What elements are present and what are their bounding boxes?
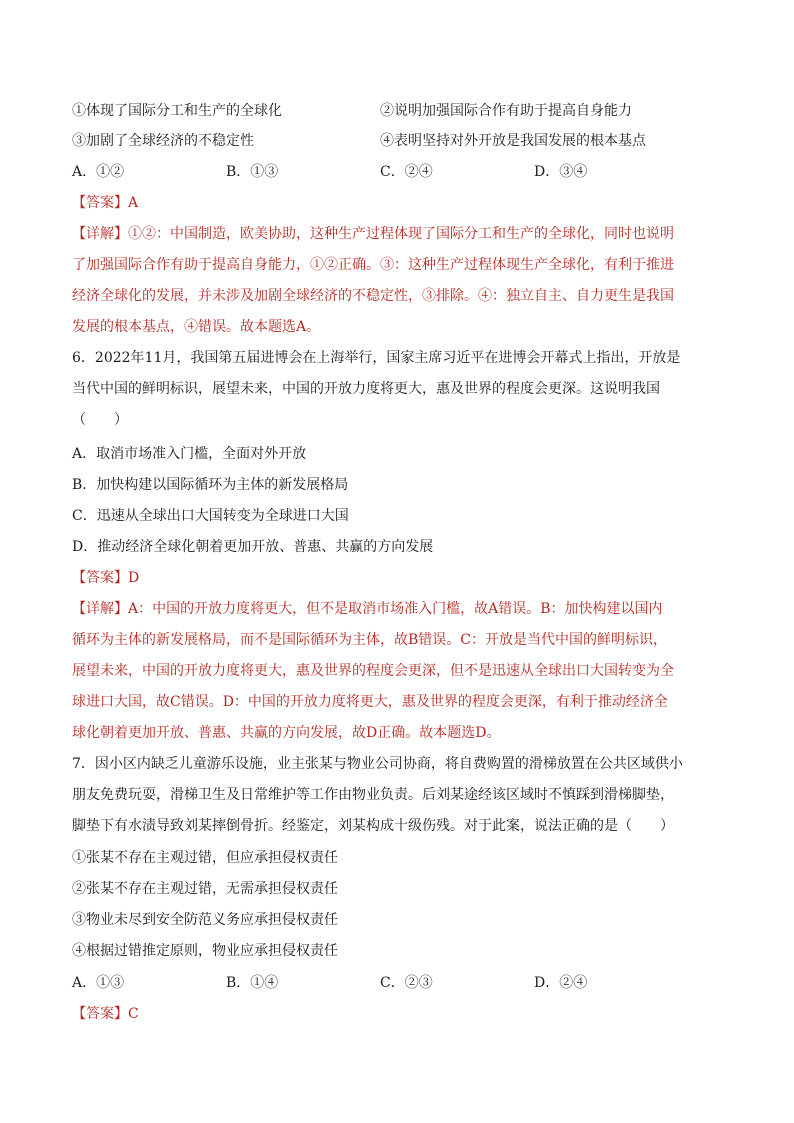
q5-detail-line-1 — [72, 226, 722, 243]
answer-tag: 【答案】 — [72, 570, 128, 586]
q6-detail-line-5: 球化朝着更加开放、普惠、共赢的方向发展，故D正确。故本题选D。 — [72, 725, 501, 741]
q6-detail-line-1 — [72, 601, 722, 618]
q6-option-c: C．迅速从全球出口大国转变为全球进口大国 — [72, 508, 349, 524]
q6-option-b: B．加快构建以国际循环为主体的新发展格局 — [72, 477, 349, 493]
q7-statement-1: ①张某不存在主观过错，但应承担侵权责任 — [72, 850, 338, 866]
q7-stem-line-2: 朋友免费玩耍，滑梯卫生及日常维护等工作由物业负责。后刘某途经该区域时不慎踩到滑梯脚垫， — [72, 787, 674, 803]
q5-option-1: ①体现了国际分工和生产的全球化 — [72, 103, 282, 119]
q5-choice-a: A．①② — [72, 164, 125, 180]
q5-detail-line-2: 了加强国际合作有助于提高自身能力，①②正确。③：这种生产过程体现生产全球化，有利于推进 — [72, 257, 674, 273]
detail-tag: 【详解】 — [72, 601, 128, 617]
q5-choice-b: B．①③ — [226, 164, 279, 180]
q6-stem-line-2: 当代中国的鲜明标识，展望未来，中国的开放力度将更大，惠及世界的程度会更深。这说明我国 — [72, 381, 660, 397]
q7-statement-2: ②张某不存在主观过错，无需承担侵权责任 — [72, 881, 338, 897]
q5-choice-d: D．③④ — [534, 164, 588, 180]
q7-choice-d: D．②④ — [534, 975, 588, 991]
q6-detail-line-4: 球进口大国，故C错误。D：中国的开放力度将更大，惠及世界的程度会更深，有利于推动经济全 — [72, 694, 668, 710]
answer-value: D — [128, 570, 140, 586]
q5-option-3: ③加剧了全球经济的不稳定性 — [72, 133, 254, 149]
q5-option-4: ④表明坚持对外开放是我国发展的根本基点 — [380, 133, 646, 149]
detail-tag: 【详解】 — [72, 226, 128, 242]
q5-detail-line-3: 经济全球化的发展，并未涉及加剧全球经济的不稳定性，③排除。④：独立自主、自力更生是我国 — [72, 288, 674, 304]
q5-answer — [72, 195, 722, 212]
q5-option-2: ②说明加强国际合作有助于提高自身能力 — [380, 103, 632, 119]
q6-answer — [72, 570, 722, 587]
answer-value: C — [128, 1006, 139, 1022]
answer-value: A — [128, 195, 139, 211]
q7-choice-a: A．①③ — [72, 975, 125, 991]
q7-choice-b: B．①④ — [226, 975, 279, 991]
detail-text: A：中国的开放力度将更大，但不是取消市场准入门槛，故A错误。B：加快构建以国内 — [128, 601, 663, 617]
q6-option-a: A．取消市场准入门槛，全面对外开放 — [72, 446, 307, 462]
q6-stem-line-1: 6．2022年11月，我国第五届进博会在上海举行，国家主席习近平在进博会开幕式上指出，开放是 — [72, 350, 681, 366]
q5-detail-line-4: 发展的根本基点，④错误。故本题选A。 — [72, 319, 321, 335]
q7-statement-3: ③物业未尽到安全防范义务应承担侵权责任 — [72, 912, 338, 928]
q7-statement-4: ④根据过错推定原则，物业应承担侵权责任 — [72, 943, 338, 959]
answer-tag: 【答案】 — [72, 195, 128, 211]
answer-tag: 【答案】 — [72, 1006, 128, 1022]
q7-answer — [72, 1006, 722, 1023]
q5-choice-c: C．②④ — [380, 164, 433, 180]
q7-stem-line-1: 7．因小区内缺乏儿童游乐设施，业主张某与物业公司协商，将自费购置的滑梯放置在公共区域供小 — [72, 756, 683, 772]
q6-detail-line-3: 展望未来，中国的开放力度将更大，惠及世界的程度会更深，但不是迅速从全球出口大国转变为全 — [72, 663, 674, 679]
q6-option-d: D．推动经济全球化朝着更加开放、普惠、共赢的方向发展 — [72, 539, 434, 555]
q7-choice-c: C．②③ — [380, 975, 433, 991]
q6-stem-line-3: （ ） — [72, 412, 128, 428]
q7-stem-line-3: 脚垫下有水渍导致刘某摔倒骨折。经鉴定，刘某构成十级伤残。对于此案，说法正确的是（ ） — [72, 818, 674, 834]
q6-detail-line-2: 循环为主体的新发展格局，而不是国际循环为主体，故B错误。C：开放是当代中国的鲜明标识， — [72, 632, 667, 648]
detail-text: ①②：中国制造，欧美协助，这种生产过程体现了国际分工和生产的全球化，同时也说明 — [128, 226, 674, 242]
